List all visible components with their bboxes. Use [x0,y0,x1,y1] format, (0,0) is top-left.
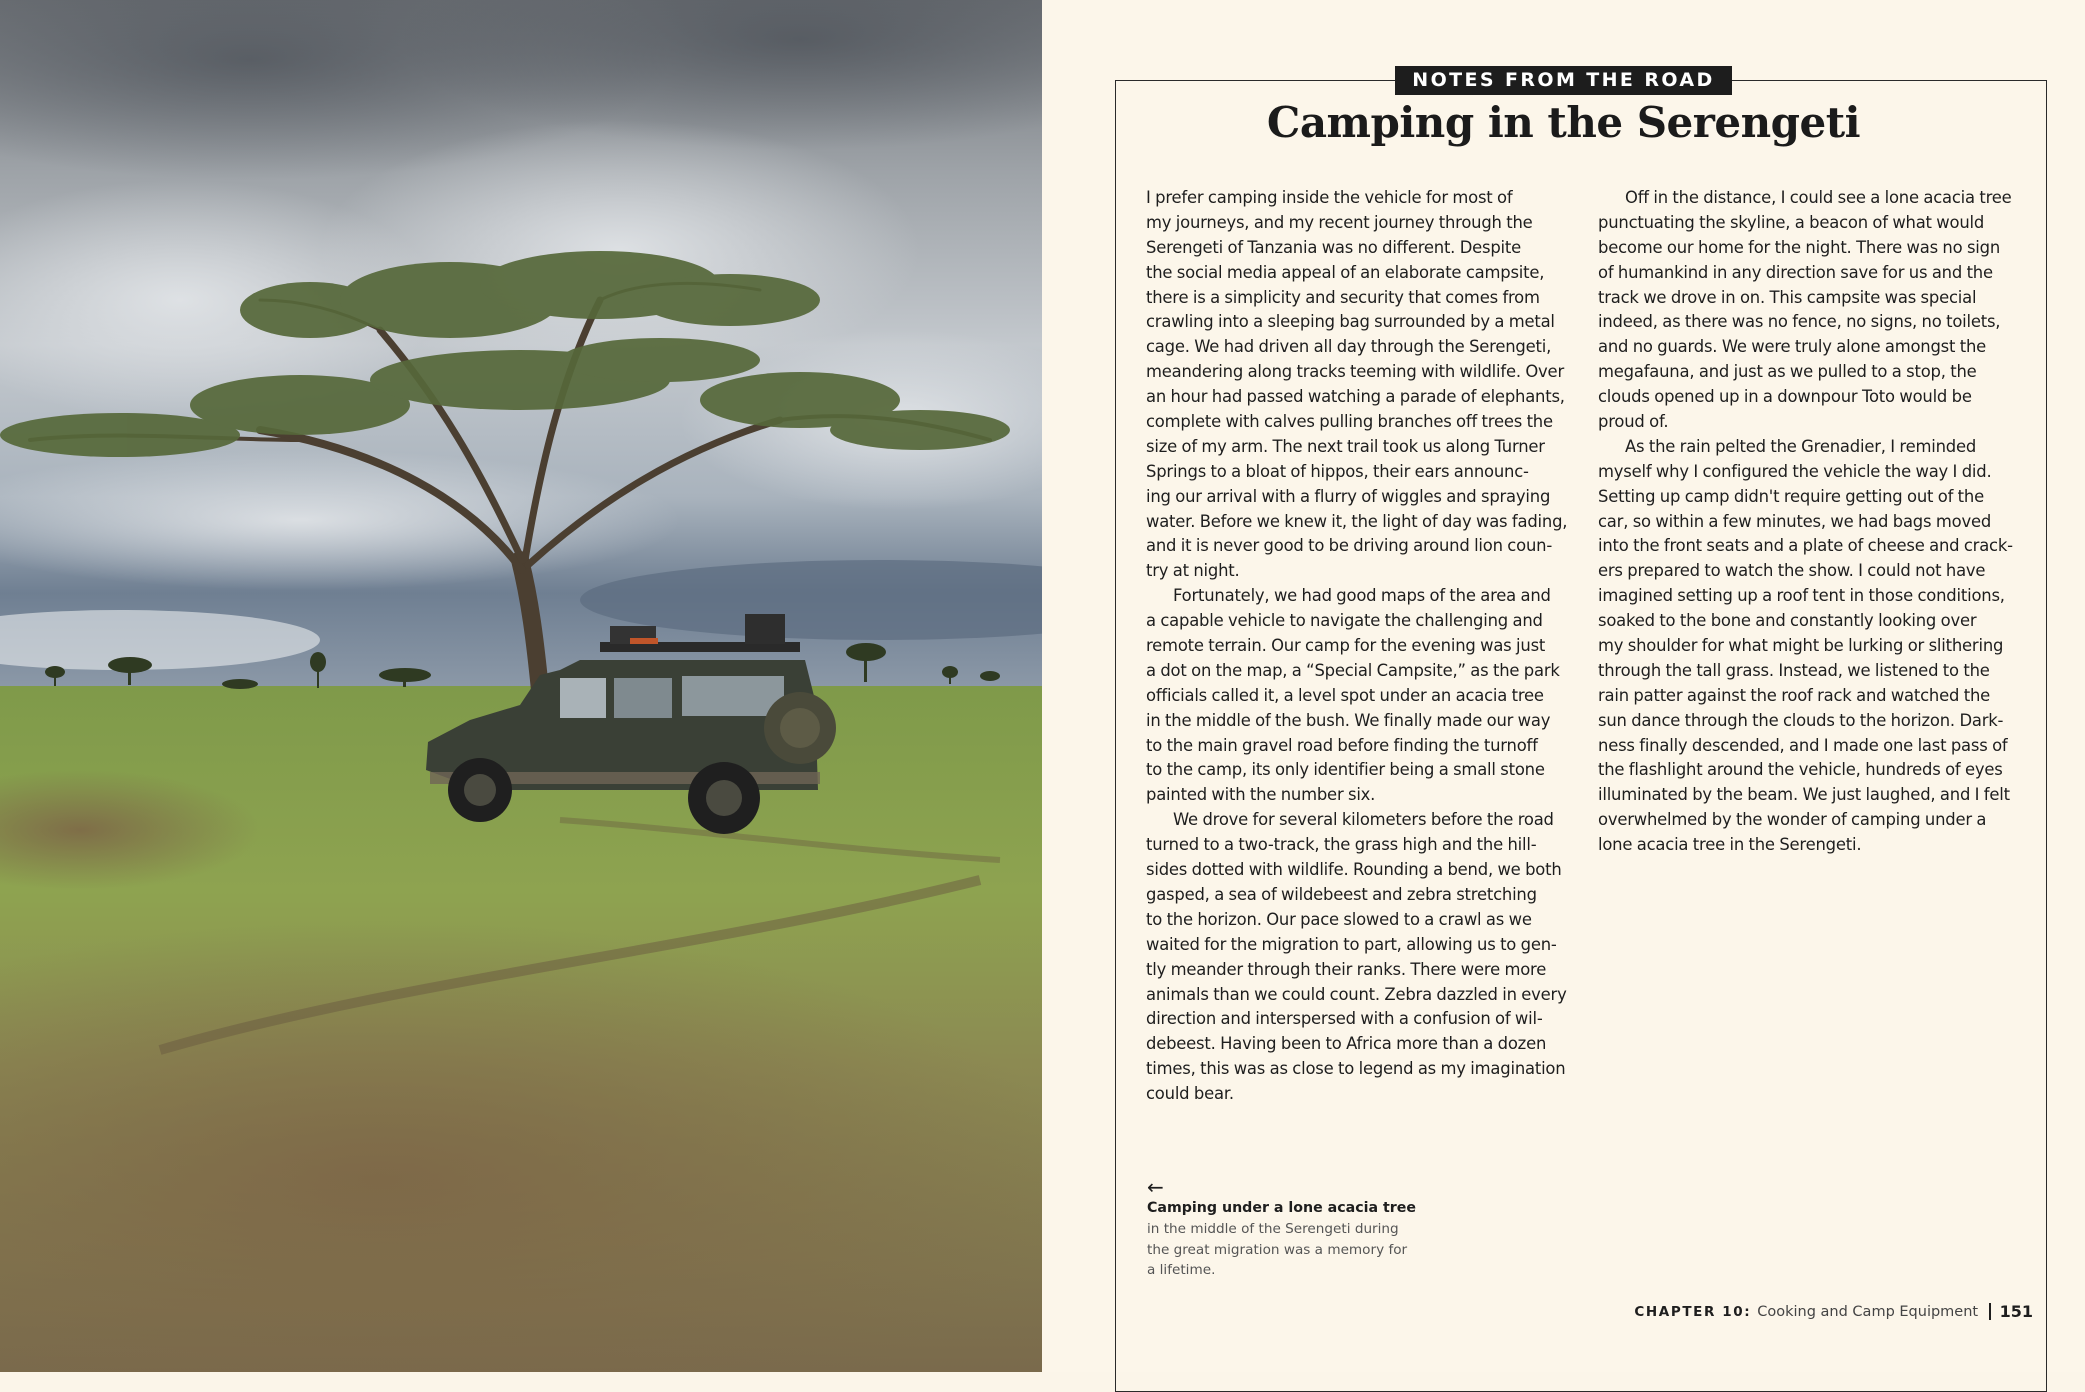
body-line: into the front seats and a plate of cheese and crack- [1598,536,2013,556]
body-line: officials called it, a level spot under an acacia tree [1146,685,1544,705]
body-line: complete with calves pulling branches off trees the [1146,412,1553,432]
body-line: overwhelmed by the wonder of camping under a [1598,810,1987,830]
caption-line: in the middle of the Serengeti during [1147,1221,1399,1237]
body-line: an hour had passed watching a parade of elephants, [1146,387,1565,407]
section-name: Cooking and Camp Equipment [1757,1303,1979,1320]
body-line: Setting up camp didn't require getting out of the [1598,486,1984,506]
body-line: a capable vehicle to navigate the challenging and [1146,611,1543,631]
column-left [1146,186,1566,1107]
body-line: in the middle of the bush. We finally made our way [1146,710,1551,730]
body-line: debeest. Having been to Africa more than a dozen [1146,1034,1547,1054]
body-line: my shoulder for what might be lurking or slithering [1598,636,2004,656]
body-line: there is a simplicity and security that comes from [1146,287,1540,307]
body-line: indeed, as there was no fence, no signs, no toilets, [1598,312,2001,332]
body-line: illuminated by the beam. We just laughed, and I felt [1598,785,2010,805]
article-title: Camping in the Serengeti [1266,98,1861,147]
body-line: punctuating the skyline, a beacon of what would [1598,212,1985,232]
photo-caption [1147,1175,1447,1281]
body-line: I prefer camping inside the vehicle for most of [1146,188,1513,207]
body-line: through the tall grass. Instead, we listened to the [1598,660,1990,680]
page-footer [1634,1302,2033,1321]
body-line: myself why I configured the vehicle the way I did. [1598,461,1992,481]
body-line: megafauna, and just as we pulled to a stop, the [1598,362,1977,382]
body-line: Fortunately, we had good maps of the area and [1173,586,1551,606]
body-line: rain patter against the roof rack and watched the [1598,685,1991,705]
body-line: to the camp, its only identifier being a small stone [1146,760,1545,780]
caption-title: Camping under a lone acacia tree [1147,1200,1417,1216]
body-line: We drove for several kilometers before the road [1173,810,1554,830]
body-line: the flashlight around the vehicle, hundreds of eyes [1598,760,2003,780]
body-line: waited for the migration to part, allowing us to gen- [1146,934,1557,954]
body-line: clouds opened up in a downpour Toto would be [1598,387,1972,407]
body-line: remote terrain. Our camp for the evening was just [1146,636,1546,656]
text-page [1042,0,2085,1372]
body-line: lone acacia tree in the Serengeti. [1598,835,1862,855]
body-line: size of my arm. The next trail took us along Turner [1146,436,1545,456]
body-line: sides dotted with wildlife. Rounding a bend, we both [1146,860,1562,880]
body-line: Off in the distance, I could see a lone acacia tree [1625,188,2012,207]
body-line: gasped, a sea of wildebeest and zebra stretching [1146,884,1537,904]
body-line: a dot on the map, a “Special Campsite,” as the park [1146,660,1560,680]
body-line: direction and interspersed with a confusion of wil- [1146,1009,1543,1029]
page-number: 151 [1999,1302,2033,1321]
body-line: tly meander through their ranks. There were more [1146,959,1547,979]
caption-line: a lifetime. [1147,1262,1216,1278]
footer-divider [1989,1303,1991,1320]
body-line: car, so within a few minutes, we had bags moved [1598,511,1992,531]
caption-line: the great migration was a memory for [1147,1241,1408,1258]
body-line: imagined setting up a roof tent in those conditions, [1598,586,2005,606]
body-line: could bear. [1146,1084,1234,1104]
body-line: to the main gravel road before finding the turnoff [1146,735,1538,755]
body-line: Serengeti of Tanzania was no different. Despite [1146,237,1522,257]
kicker-wrap [1042,66,2085,95]
body-line: turned to a two-track, the grass high and the hill- [1146,835,1537,855]
body-line: of humankind in any direction save for us and the [1598,262,1993,282]
body-line: and it is never good to be driving around lion coun- [1146,536,1553,556]
body-line: track we drove in on. This campsite was special [1598,287,1977,307]
body-line: Springs to a bloat of hippos, their ears announc- [1146,461,1529,481]
body-line: try at night. [1146,561,1240,581]
body-line: cage. We had driven all day through the Serengeti, [1146,337,1552,357]
body-line: soaked to the bone and constantly looking over [1598,611,1977,631]
left-arrow-icon: ← [1147,1175,1164,1199]
body-line: meandering along tracks teeming with wildlife. Over [1146,362,1564,382]
column-right [1598,186,2018,858]
body-line: crawling into a sleeping bag surrounded by a metal [1146,312,1555,332]
body-line: water. Before we knew it, the light of day was fading, [1146,511,1568,531]
body-line: painted with the number six. [1146,785,1376,805]
body-line: proud of. [1598,412,1669,432]
body-line: and no guards. We were truly alone amongst the [1598,337,1987,357]
section-kicker: NOTES FROM THE ROAD [1395,66,1731,95]
body-line: become our home for the night. There was no sign [1598,237,2001,257]
body-line: to the horizon. Our pace slowed to a crawl as we [1146,909,1532,929]
photo-illustration [0,0,1042,1372]
body-line: sun dance through the clouds to the horizon. Dark- [1598,710,2004,730]
photo-acacia-vehicle [0,0,1042,1372]
body-line: animals than we could count. Zebra dazzled in every [1146,984,1567,1004]
body-line: times, this was as close to legend as my imagination [1146,1059,1566,1079]
body-line: ers prepared to watch the show. I could not have [1598,561,1986,581]
chapter-label: CHAPTER 10: [1634,1303,1752,1320]
body-line: the social media appeal of an elaborate campsite, [1146,262,1545,282]
body-line: As the rain pelted the Grenadier, I reminded [1625,436,1977,456]
body-line: ness finally descended, and I made one last pass of [1598,735,2008,755]
body-line: ing our arrival with a flurry of wiggles and spraying [1146,486,1551,506]
body-line: my journeys, and my recent journey through the [1146,212,1533,232]
